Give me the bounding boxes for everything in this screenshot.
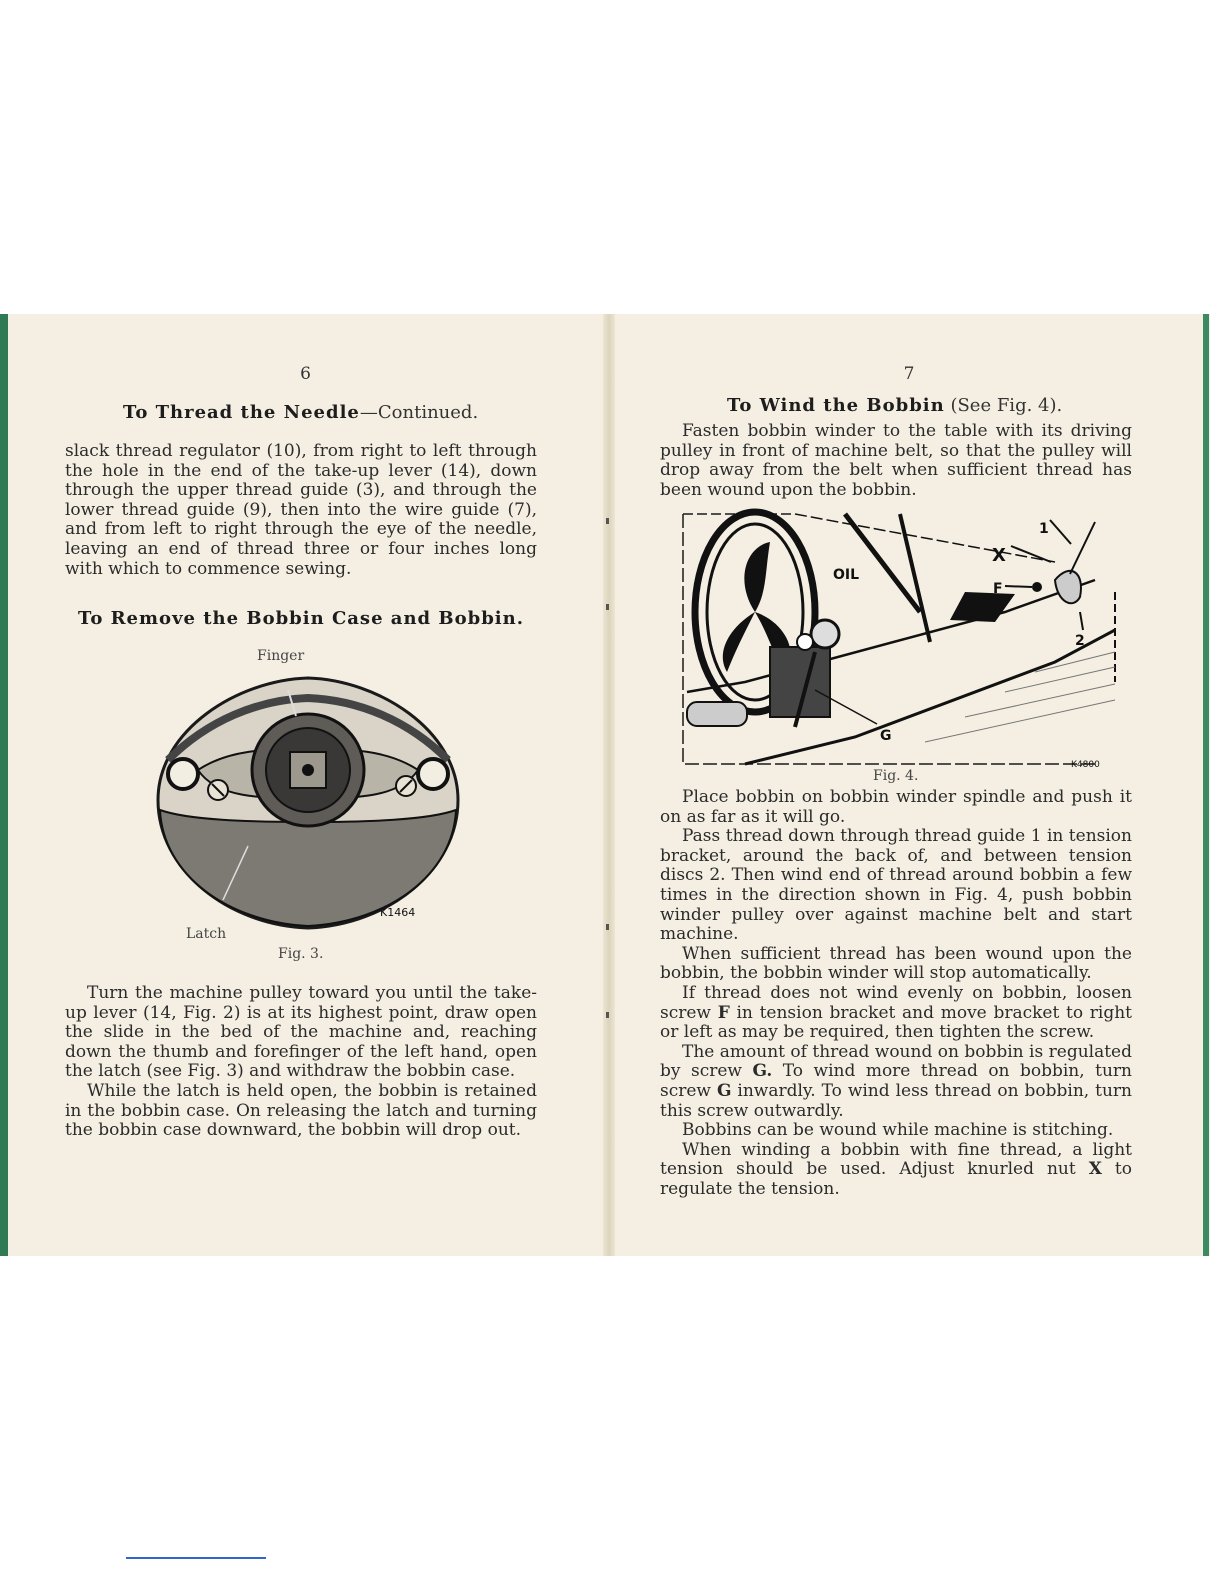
cover-edge-right (1203, 314, 1209, 1256)
paragraph-wind-instructions: Place bobbin on bobbin winder spindle and push it on as far as it will go. Pass thread down through thread guide 1 in tension bracket, around the back of, and between tension discs 2. Then wind end of thread around bobbin a few times in the direction shown in Fig. 4, push bobbin winder pulley over against machine belt and start machine. When sufficient thread has been wound upon the bobbin, the bobbin winder will stop automatically. If thread does not wind evenly on bobbin, loosen screw F in tension bracket and move bracket to right or left as may be required, then tighten the screw. The amount of thread wound on bobbin is regulated by screw G. To wind more thread on bobbin, turn screw G inwardly. To wind less thread on bobbin, turn this screw outwardly. Bobbins can be wound while machine is stitching. When winding a bobbin with fine thread, a light tension should be used. Adjust knurled nut X to regulate the tension. (660, 787, 1133, 1199)
paragraph-remove-bobbin: Turn the machine pulley toward you until the take-up lever (14, Fig. 2) is at its highest point, draw open the slide in the bed of the machine and, reaching down the thumb and forefinger of the left hand, open the latch (see Fig. 3) and withdraw the bobbin case. While the latch is held open, the bobbin is retained in the bobbin case. On releasing the latch and turning the bobbin case downward, the bobbin will drop out. (65, 983, 537, 1141)
gutter-mark (606, 604, 609, 610)
fig4-label-oil: OIL (833, 567, 860, 583)
paragraph-nut-x: When winding a bobbin with fine thread, a light tension should be used. Adjust knurled nut X to regulate the tension. (660, 1139, 1132, 1199)
fig4-label-x: X (992, 545, 1006, 566)
heading-fig-reference: (See Fig. 4). (944, 395, 1063, 416)
page-number: 6 (300, 364, 311, 384)
book-gutter (603, 314, 615, 1256)
heading-thread-needle (123, 402, 478, 423)
paragraph-thread-instructions: slack thread regulator (10), from right to left through the hole in the end of the take-up lever (14), down through the upper thread guide (3), and through the lower thread guide (9), then into the wire guide (7), and from left to right through the eye of the needle, leaving an end of thread three or four inches long with which to commence sewing. (65, 441, 537, 579)
heading-continued: —Continued. (359, 402, 479, 423)
gutter-mark (606, 1012, 609, 1018)
paragraph-screw-g: The amount of thread wound on bobbin is regulated by screw G. To wind more thread on bobbin, turn screw G inwardly. To wind less thread on bobbin, turn this screw outwardly. (660, 1041, 1133, 1121)
fig4-label-g: G (880, 728, 892, 744)
heading-remove-bobbin: To Remove the Bobbin Case and Bobbin. (78, 608, 524, 629)
right-page (615, 314, 1203, 1256)
gutter-mark (606, 924, 609, 930)
gutter-mark (606, 518, 609, 524)
fig4-label-1: 1 (1039, 521, 1049, 537)
fig3-label-finger: Finger (257, 648, 305, 664)
fig4-bobbin-winder-illustration (675, 502, 1135, 768)
fig4-code: K4800 (1071, 760, 1100, 768)
fig4-label-f: F (993, 581, 1003, 597)
heading-wind-bobbin (727, 395, 1062, 416)
page-number: 7 (903, 364, 915, 384)
bottom-rule (126, 1557, 266, 1559)
paragraph-adjust-f: If thread does not wind evenly on bobbin, loosen screw F in tension bracket and move bracket to right or left as may be required, then tighten the screw. (660, 982, 1133, 1043)
fig4-label-2: 2 (1075, 633, 1085, 649)
heading-main: To Wind the Bobbin (727, 395, 945, 416)
fig4-caption: Fig. 4. (873, 768, 919, 784)
paragraph-fasten-winder: Fasten bobbin winder to the table with its driving pulley in front of machine belt, so that the pulley will drop away from the belt when sufficient thread has been wound upon the bobbin. (660, 421, 1132, 500)
cover-edge-left (0, 314, 8, 1256)
left-page (8, 314, 603, 1256)
heading-main: To Thread the Needle (123, 402, 360, 423)
fig3-label-latch: Latch (186, 926, 227, 942)
fig3-caption: Fig. 3. (278, 946, 324, 962)
fig3-code: K1464 (380, 906, 416, 919)
fig3-bobbin-case-illustration (148, 670, 468, 934)
